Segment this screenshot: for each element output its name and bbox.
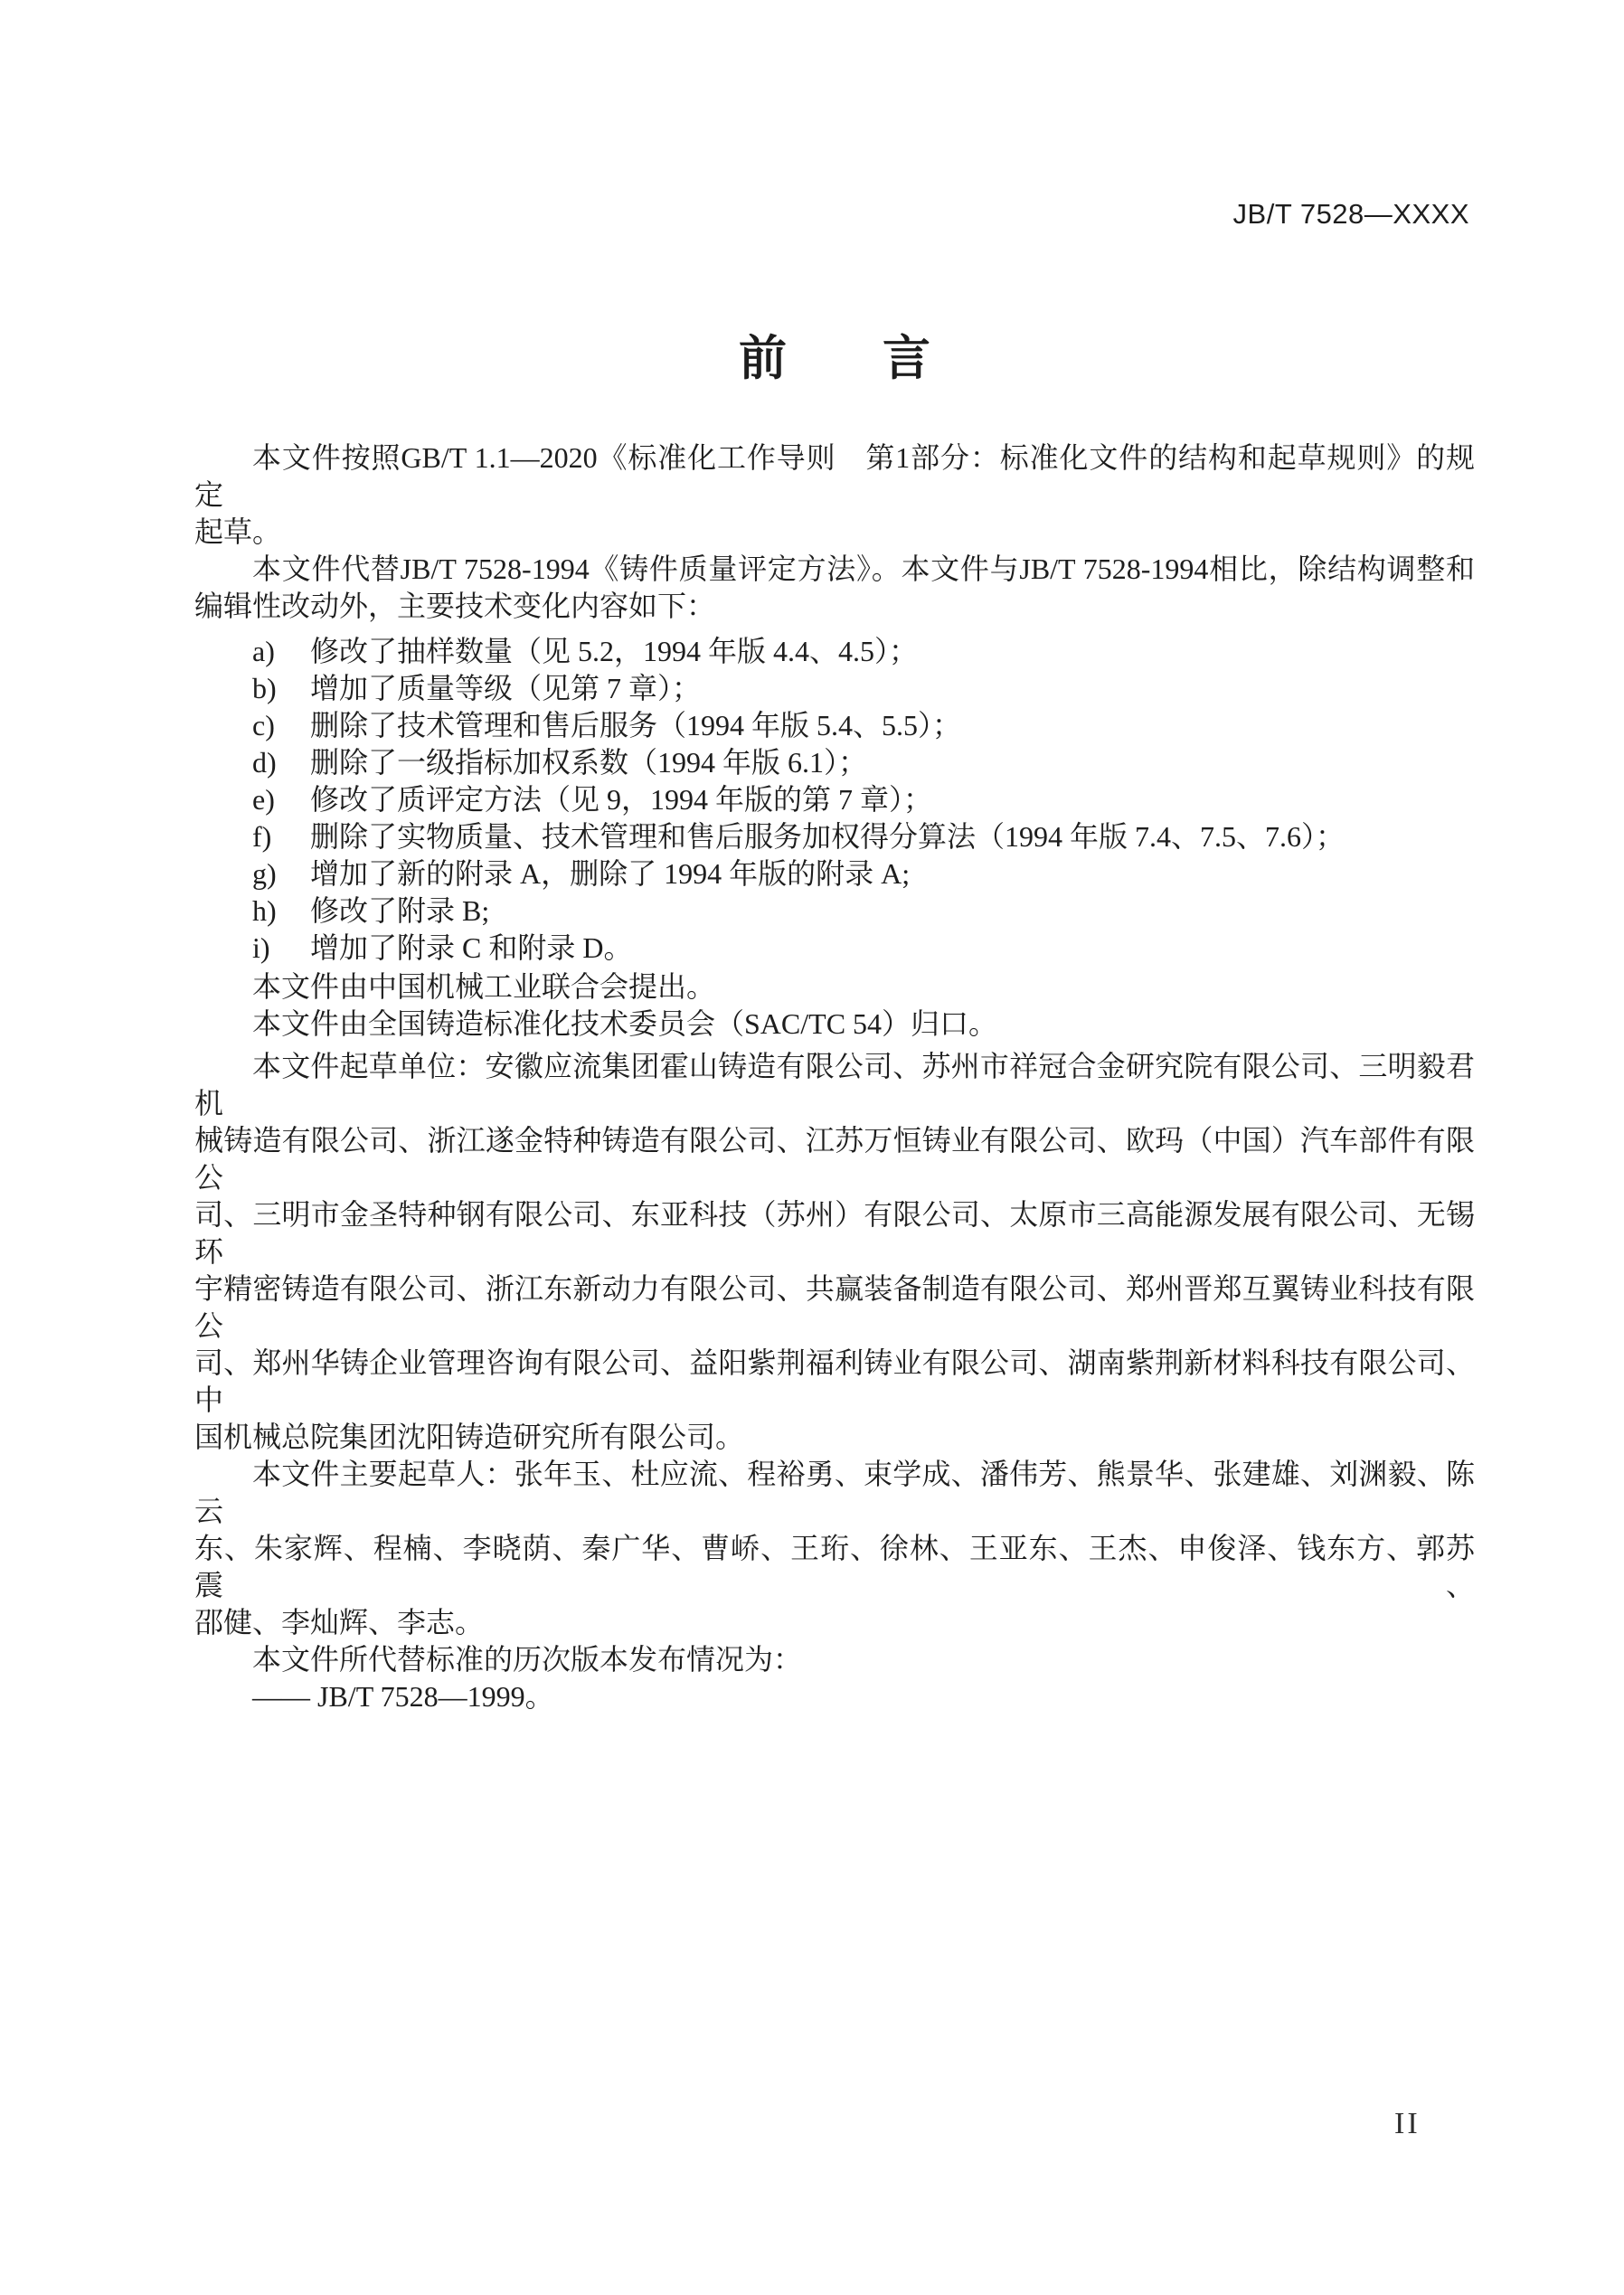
standard-code-header: JB/T 7528—XXXX	[1232, 198, 1469, 230]
list-item-text: 删除了实物质量、技术管理和售后服务加权得分算法（1994 年版 7.4、7.5、7.6）；	[310, 820, 1345, 853]
list-item	[194, 707, 1475, 744]
text-line: 本文件由全国铸造标准化技术委员会（SAC/TC 54）归口。	[252, 1007, 998, 1040]
list-item-label: e)	[252, 783, 275, 816]
list-item-text: 删除了一级指标加权系数（1994 年版 6.1）；	[310, 746, 868, 779]
list-item	[194, 930, 1475, 967]
list-item	[194, 670, 1475, 707]
list-item-text: 修改了质评定方法（见 9，1994 年版的第 7 章）；	[310, 783, 933, 816]
list-item-text: 删除了技术管理和售后服务（1994 年版 5.4、5.5）；	[310, 709, 962, 741]
list-item-label: b)	[252, 672, 277, 704]
text-line: 本文件按照GB/T 1.1—2020《标准化工作导则 第1部分：标准化文件的结构和起草规则》的规定	[194, 441, 1475, 511]
text-line: 起草。	[194, 515, 282, 548]
page-number: II	[1394, 2107, 1421, 2140]
list-item-label: i)	[252, 931, 270, 964]
foreword-title: 前 言	[739, 332, 930, 385]
list-item	[194, 633, 1475, 670]
list-item	[194, 818, 1475, 855]
text-line: 国机械总院集团沈阳铸造研究所有限公司。	[194, 1421, 745, 1453]
text-line: 司、郑州华铸企业管理咨询有限公司、益阳紫荆福利铸业有限公司、湖南紫荆新材料科技有限公司、中	[194, 1346, 1475, 1416]
text-line: 司、三明市金圣特种钢有限公司、东亚科技（苏州）有限公司、太原市三高能源发展有限公司、无锡环	[194, 1198, 1475, 1268]
text-line: 本文件起草单位：安徽应流集团霍山铸造有限公司、苏州市祥冠合金研究院有限公司、三明毅君机	[194, 1050, 1475, 1119]
list-item-label: d)	[252, 746, 277, 779]
text-line: 械铸造有限公司、浙江遂金特种铸造有限公司、江苏万恒铸业有限公司、欧玛（中国）汽车部件有限公	[194, 1124, 1475, 1194]
text-line: 本文件主要起草人：张年玉、杜应流、程裕勇、束学成、潘伟芳、熊景华、张建雄、刘渊毅、陈云	[194, 1458, 1475, 1527]
list-item-label: h)	[252, 894, 277, 927]
list-item	[194, 744, 1475, 781]
text-line: 本文件代替JB/T 7528-1994《铸件质量评定方法》。本文件与JB/T 7528-1994相比，除结构调整和	[252, 552, 1475, 585]
text-line: 本文件由中国机械工业联合会提出。	[252, 970, 716, 1003]
list-item-text: 增加了附录 C 和附录 D。	[310, 931, 633, 964]
text-line: 东、朱家辉、程楠、李晓荫、秦广华、曹峤、王珩、徐林、王亚东、王杰、申俊泽、钱东方、郭苏震、	[194, 1532, 1475, 1601]
list-item-label: c)	[252, 709, 275, 741]
list-item-text: 增加了新的附录 A，删除了 1994 年版的附录 A;	[310, 857, 911, 890]
list-item-text: 增加了质量等级（见第 7 章）；	[310, 672, 702, 704]
list-item	[194, 855, 1475, 892]
text-line: 宇精密铸造有限公司、浙江东新动力有限公司、共赢装备制造有限公司、郑州晋郑互翼铸业科技有限公	[194, 1272, 1475, 1342]
text-line: 编辑性改动外，主要技术变化内容如下：	[194, 590, 716, 622]
list-item-label: a)	[252, 635, 275, 667]
list-item-label: g)	[252, 857, 277, 890]
text-line: 本文件所代替标准的历次版本发布情况为：	[252, 1643, 803, 1676]
list-item-text: 修改了抽样数量（见 5.2，1994 年版 4.4、4.5）；	[310, 635, 919, 667]
text-line: 邵健、李灿辉、李志。	[194, 1606, 485, 1639]
list-item	[194, 892, 1475, 930]
foreword-body	[194, 439, 1475, 1715]
list-item-text: 修改了附录 B;	[310, 894, 490, 927]
text-line: —— JB/T 7528—1999。	[252, 1680, 554, 1713]
list-item-label: f)	[252, 820, 272, 853]
list-item	[194, 781, 1475, 818]
